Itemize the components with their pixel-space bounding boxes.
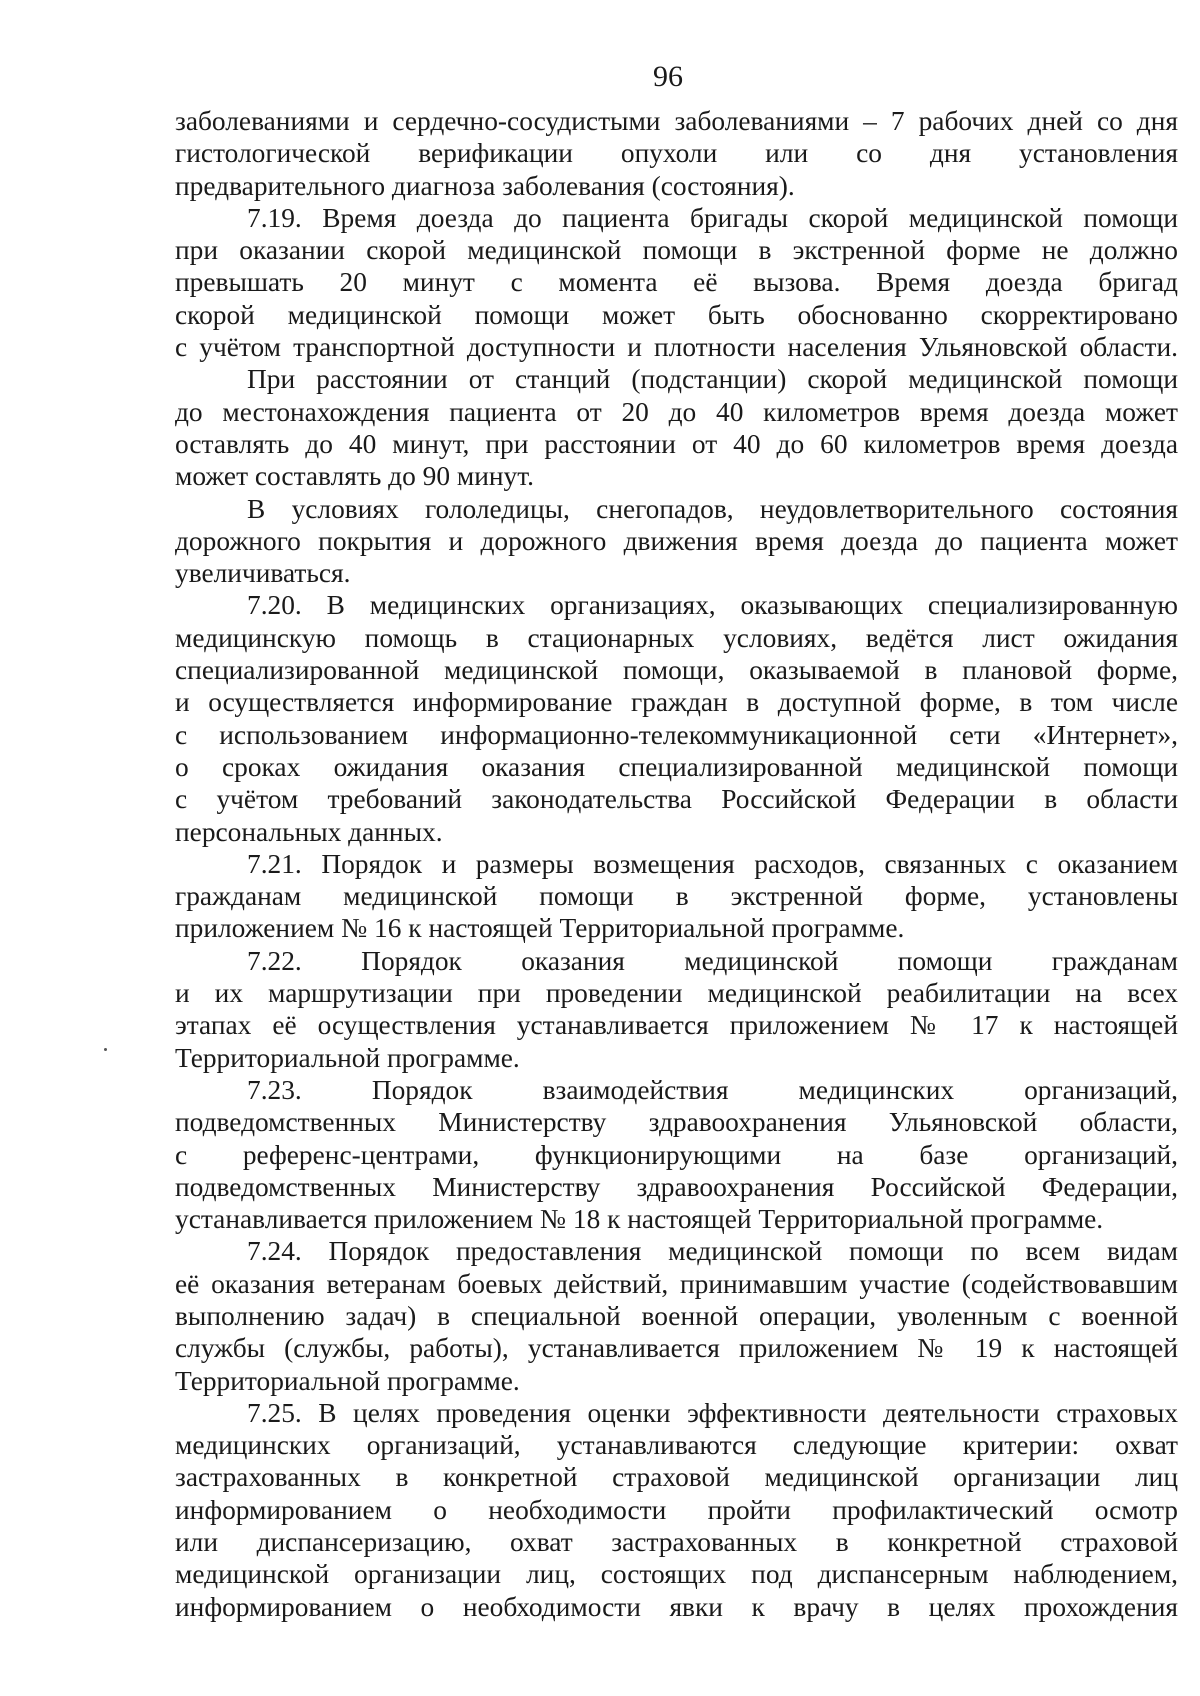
text-line: информированием о необходимости явки к врачу в целях прохождения [175,1591,1178,1622]
text-line: специализированной медицинской помощи, оказываемой в плановой форме, [175,655,1178,686]
text-line: устанавливается приложением № 18 к настоящей Территориальной программе. [175,1204,1104,1235]
text-line: предварительного диагноза заболевания (состояния). [175,170,795,201]
text-line: Территориальной программе. [175,1042,520,1073]
paragraph-p-7-20 [175,589,1178,847]
text-line: приложением № 16 к настоящей Территориальной программе. [175,913,905,944]
text-line: 7.23. Порядок взаимодействия медицинских организаций, [247,1074,1178,1105]
text-line: информированием о необходимости пройти профилактический осмотр [175,1494,1178,1525]
text-line: 7.21. Порядок и размеры возмещения расходов, связанных с оказанием [247,848,1178,879]
text-line: с учётом требований законодательства Российской Федерации в области [175,784,1178,815]
text-line: 7.19. Время доезда до пациента бригады скорой медицинской помощи [247,202,1178,233]
text-line: гистологической верификации опухоли или со дня установления [175,138,1178,169]
text-line: 7.24. Порядок предоставления медицинской помощи по всем видам [247,1236,1178,1267]
text-line: персональных данных. [175,816,443,847]
text-line: гражданам медицинской помощи в экстренной форме, установлены [175,881,1178,912]
text-line: до местонахождения пациента от 20 до 40 километров время доезда может [175,396,1178,427]
document-body [175,105,1178,1623]
text-line: с учётом транспортной доступности и плотности населения Ульяновской области. [175,332,1178,363]
text-line: о сроках ожидания оказания специализированной медицинской помощи [175,751,1178,782]
text-line: её оказания ветеранам боевых действий, принимавшим участие (содействовавшим [175,1268,1178,1299]
text-line: или диспансеризацию, охват застрахованных в конкретной страховой [175,1527,1178,1558]
paragraph-intro [175,105,1178,202]
text-line: и их маршрутизации при проведении медицинской реабилитации на всех [175,978,1178,1009]
paragraph-p-7-21 [175,848,1178,945]
text-line: и осуществляется информирование граждан в доступной форме, в том числе [175,687,1178,718]
text-line: дорожного покрытия и дорожного движения время доезда до пациента может [175,525,1178,556]
text-line: медицинских организаций, устанавливаются следующие критерии: охват [175,1430,1178,1461]
text-line: медицинскую помощь в стационарных условиях, ведётся лист ожидания [175,622,1178,653]
text-line: подведомственных Министерству здравоохранения Российской Федерации, [175,1171,1178,1202]
text-line: выполнению задач) в специальной военной операции, уволенным с военной [175,1300,1178,1331]
text-line: 7.22. Порядок оказания медицинской помощи гражданам [247,945,1178,976]
text-line: этапах её осуществления устанавливается приложением № 17 к настоящей [175,1010,1178,1041]
text-line: При расстоянии от станций (подстанции) скорой медицинской помощи [247,364,1178,395]
scan-speck [104,1048,107,1051]
page-number: 96 [653,60,683,93]
text-line: заболеваниями и сердечно-сосудистыми заболеваниями – 7 рабочих дней со дня [175,106,1178,136]
text-line: службы (службы, работы), устанавливается приложением № 19 к настоящей [175,1333,1178,1364]
text-line: застрахованных в конкретной страховой медицинской организации лиц [175,1462,1178,1493]
text-line: с использованием информационно-телекоммуникационной сети «Интернет», [175,719,1178,750]
text-line: оставлять до 40 минут, при расстоянии от 40 до 60 километров время доезда [175,428,1178,459]
text-line: скорой медицинской помощи может быть обоснованно скорректировано [175,299,1178,330]
paragraph-p-7-25 [175,1397,1178,1623]
paragraph-p-7-19 [175,202,1178,363]
paragraph-p-distance [175,363,1178,492]
paragraph-p-7-24 [175,1235,1178,1396]
paragraph-p-7-22 [175,945,1178,1074]
text-line: с референс-центрами, функционирующими на базе организаций, [175,1139,1178,1170]
paragraph-p-weather [175,493,1178,590]
paragraph-p-7-23 [175,1074,1178,1235]
text-line: В условиях гололедицы, снегопадов, неудовлетворительного состояния [247,493,1178,524]
text-line: 7.20. В медицинских организациях, оказывающих специализированную [247,590,1178,621]
text-line: 7.25. В целях проведения оценки эффективности деятельности страховых [247,1397,1178,1428]
text-line: при оказании скорой медицинской помощи в экстренной форме не должно [175,235,1178,266]
text-line: подведомственных Министерству здравоохранения Ульяновской области, [175,1107,1178,1138]
text-line: увеличиваться. [175,558,351,589]
text-line: может составлять до 90 минут. [175,461,535,492]
text-line: превышать 20 минут с момента её вызова. Время доезда бригад [175,267,1178,298]
text-line: Территориальной программе. [175,1365,520,1396]
text-line: медицинской организации лиц, состоящих под диспансерным наблюдением, [175,1559,1178,1590]
